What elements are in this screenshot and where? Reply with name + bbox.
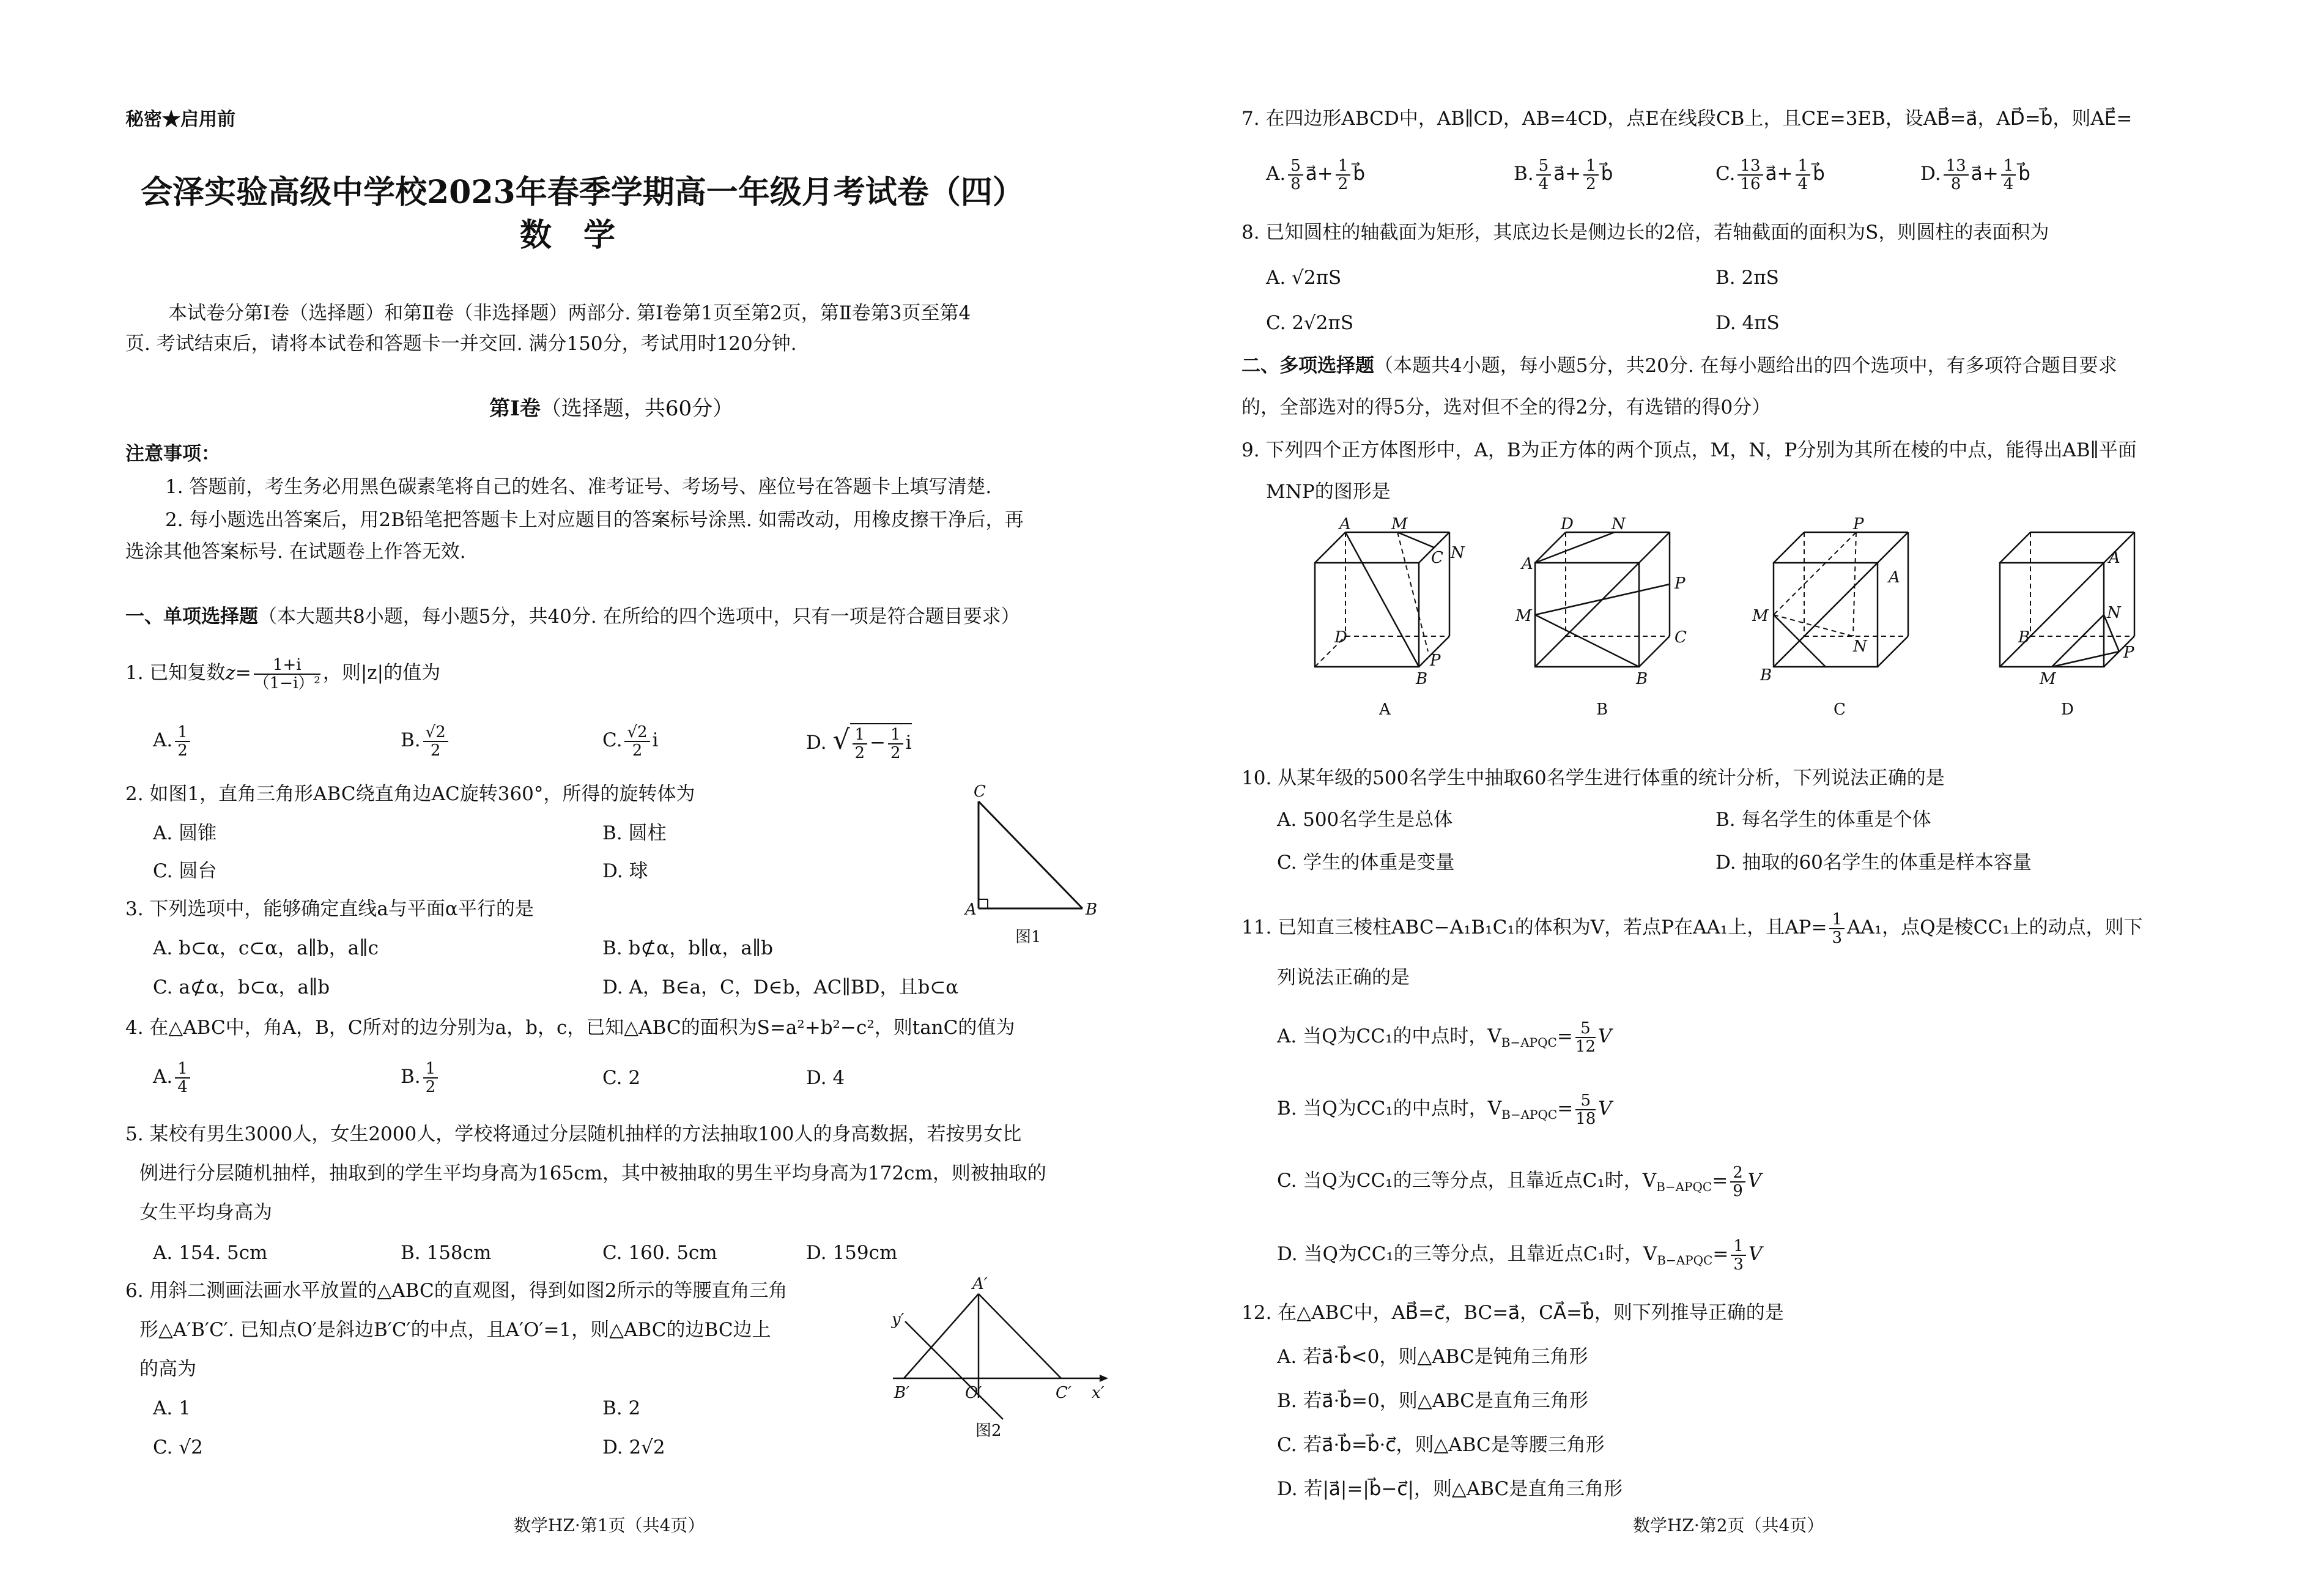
q4-option-b: [401, 1058, 440, 1096]
secret-label: 秘密★启用前: [125, 109, 235, 130]
q11-a-den: 12: [1575, 1037, 1596, 1056]
q8-option-a: A. √2πS: [1266, 267, 1342, 289]
q7-a-f2-num: 1: [1336, 157, 1351, 176]
q5-line-1: 5. 某校有男生3000人，女生2000人，学校将通过分层随机抽样的方法抽取100人的身高数据，若按男女比: [125, 1123, 1022, 1145]
q7-d-f1-den: 8: [1950, 174, 1961, 193]
q11-l1-tail: AA₁，点Q是棱CC₁上的动点，则下: [1846, 916, 2143, 938]
fig2-side-ac: [979, 1294, 1061, 1378]
subject-title: 数 学: [520, 217, 616, 254]
q11-c-num: 2: [1730, 1164, 1745, 1183]
cube-a-label-m: M: [1391, 515, 1408, 533]
q11-line-2: 列说法正确的是: [1277, 967, 1410, 989]
q7-d-f2-num: 1: [2001, 157, 2016, 176]
q7-d-label: D.: [1920, 163, 1941, 185]
q3-option-a: A. b⊂α，c⊂α，a∥b，a∥c: [153, 937, 379, 959]
q11-d-frac: [1731, 1238, 1746, 1273]
cube-b-label-c: C: [1675, 628, 1687, 647]
figure-2: [881, 1276, 1107, 1441]
q3-option-d: D. A，B∈a，C，D∈b，AC∥BD，且b⊂α: [602, 976, 959, 998]
q11-l1-frac: [1829, 911, 1845, 946]
cube-b-label-n: N: [1612, 515, 1626, 533]
q11-a-v: V: [1597, 1025, 1612, 1047]
q4-a-label: A.: [153, 1066, 173, 1088]
q11-d-sub: B−APQC: [1657, 1253, 1713, 1268]
q8-stem: 8. 已知圆柱的轴截面为矩形，其底边长是侧边长的2倍，若轴截面的面积为S，则圆柱的表面积为: [1242, 221, 2049, 243]
cube-d-label-n: N: [2107, 604, 2121, 622]
q1-d-f1-den: 2: [854, 743, 865, 762]
q10-option-a: A. 500名学生是总体: [1277, 809, 1453, 831]
exam-page-2: [1162, 0, 2324, 1593]
q1-a-label: A.: [153, 729, 173, 751]
fig2-label-b: B′: [894, 1384, 910, 1402]
q7-c-f1: [1737, 157, 1763, 193]
q11-b-text: B. 当Q为CC₁的中点时，V: [1277, 1097, 1502, 1120]
cube-a-label-b: B: [1416, 670, 1428, 688]
section2-title: 二、多项选择题: [1242, 355, 1374, 377]
q1-b-num: √2: [423, 724, 448, 742]
q9-cube-c: [1752, 515, 1914, 722]
fig2-y-axis: [905, 1321, 1003, 1419]
q11-b-v: V: [1598, 1097, 1612, 1120]
q12-option-d: D. 若|a⃗|=|b⃗−c⃗|，则△ABC是直角三角形: [1277, 1478, 1623, 1500]
exam-title: 会泽实验高级中学校2023年春季学期高一年级月考试卷（四）: [141, 174, 1024, 211]
q11-a-sub: B−APQC: [1501, 1035, 1557, 1050]
q1-c-label: C.: [602, 729, 623, 751]
q11-c-den: 9: [1733, 1181, 1743, 1200]
q11-option-a: [1277, 1018, 1612, 1061]
q9-cube-b: [1515, 515, 1687, 722]
cube-d-label-m: M: [2040, 670, 2056, 688]
part1-title: 第Ⅰ卷: [489, 396, 541, 421]
q11-l1-num: 1: [1829, 911, 1845, 929]
fig2-label-o: O′: [965, 1384, 982, 1402]
q1-d-frac1: [853, 726, 868, 762]
q1-d-frac2: [888, 726, 903, 762]
q11-c-frac: [1730, 1164, 1745, 1200]
q11-b-eq: =: [1557, 1097, 1574, 1120]
q1-option-d: [806, 722, 912, 762]
cube-a-label-p: P: [1430, 652, 1441, 670]
q7-a-va: a⃗+: [1305, 163, 1333, 185]
page1-footer: 数学HZ·第1页（共4页）: [514, 1515, 705, 1535]
q4-b-frac: [423, 1060, 439, 1096]
q6-line-1: 6. 用斜二测画法画水平放置的△ABC的直观图，得到如图2所示的等腰直角三角: [125, 1280, 788, 1302]
q4-option-c: C. 2: [602, 1067, 641, 1089]
q7-d-f1-num: 13: [1944, 157, 1969, 176]
cube-d-label-p: P: [2123, 644, 2134, 662]
q11-d-text: D. 当Q为CC₁的三等分点，且靠近点C₁时，V: [1277, 1243, 1657, 1265]
fig2-side-ab: [904, 1294, 979, 1378]
q8-option-b: B. 2πS: [1715, 267, 1779, 289]
q1-d-suffix: i: [905, 732, 912, 754]
cube-b-label-p: P: [1675, 574, 1686, 593]
q7-option-c: [1715, 155, 1825, 193]
cube-a-label-c: C: [1431, 549, 1443, 567]
q7-a-f1: [1288, 157, 1303, 193]
q7-stem: 7. 在四边形ABCD中，AB∥CD，AB=4CD，点E在线段CB上，且CE=3EB，设AB⃗=a⃗，AD⃗=b⃗，则AE⃗=: [1242, 108, 2133, 130]
q11-l1-den: 3: [1832, 928, 1842, 947]
cube-a-front: [1315, 563, 1419, 667]
q10-option-d: D. 抽取的60名学生的体重是样本容量: [1715, 852, 2032, 874]
q1-b-label: B.: [401, 729, 421, 751]
cube-b-label-a: A: [1522, 555, 1533, 573]
q4-b-label: B.: [401, 1066, 421, 1088]
q11-c-sub: B−APQC: [1656, 1179, 1712, 1195]
part1-note: （选择题，共60分）: [540, 396, 734, 421]
notice-title: 注意事项：: [125, 443, 220, 465]
q1-c-suffix: i: [652, 729, 659, 751]
q11-option-d: [1277, 1236, 1762, 1279]
q6-option-b: B. 2: [602, 1397, 641, 1419]
cube-b-label-m: M: [1515, 607, 1532, 625]
q1-d-radicand: [850, 723, 912, 762]
cube-b-label-d: D: [1561, 515, 1574, 533]
q7-d-f2-den: 4: [2003, 174, 2014, 193]
q7-b-f1-den: 4: [1538, 174, 1549, 193]
q11-b-num: 5: [1575, 1092, 1596, 1110]
q10-stem: 10. 从某年级的500名学生中抽取60名学生进行体重的统计分析，下列说法正确的是: [1242, 767, 1945, 789]
q3-stem: 3. 下列选项中，能够确定直线a与平面α平行的是: [125, 898, 534, 920]
notice-1: 1. 答题前，考生务必用黑色碳素笔将自己的姓名、准考证号、考场号、座位号在答题卡上填写清楚.: [165, 476, 992, 498]
q11-a-frac: [1575, 1020, 1596, 1055]
q2-option-d: D. 球: [602, 860, 648, 882]
q1-a-num: 1: [175, 724, 190, 742]
q7-c-f1-den: 16: [1740, 174, 1761, 193]
q1-fraction: [254, 656, 320, 692]
section2-desc2: 的，全部选对的得5分，选对但不全的得2分，有选错的得0分）: [1242, 396, 1771, 418]
q1-stem-tail: ，则|z|的值为: [322, 662, 441, 684]
q5-option-b: B. 158cm: [401, 1242, 492, 1264]
q5-option-a: A. 154. 5cm: [153, 1242, 268, 1264]
q12-stem: 12. 在△ABC中，AB⃗=c⃗，BC=a⃗，CA⃗=b⃗，则下列推导正确的是: [1242, 1302, 1784, 1324]
q11-d-eq: =: [1712, 1243, 1729, 1265]
q7-b-f1: [1536, 157, 1552, 193]
q3-option-c: C. a⊄α，b⊂α，a∥b: [153, 976, 330, 998]
q1-d-f1-num: 1: [853, 726, 868, 745]
section1-desc: （本大题共8小题，每小题5分，共40分. 在所给的四个选项中，只有一项是符合题目要求）: [258, 606, 1020, 628]
q1-c-frac: [624, 724, 649, 759]
q12-option-a: A. 若a⃗·b⃗<0，则△ABC是钝角三角形: [1277, 1346, 1588, 1368]
fig2-label-x: x′: [1092, 1384, 1105, 1402]
q10-option-b: B. 每名学生的体重是个体: [1715, 809, 1931, 831]
q11-c-text: C. 当Q为CC₁的三等分点，且靠近点C₁时，V: [1277, 1170, 1657, 1192]
q11-a-num: 5: [1575, 1020, 1596, 1038]
q7-b-vb: b⃗: [1601, 163, 1613, 185]
q9-cube-d: [1994, 520, 2141, 722]
q11-d-num: 1: [1731, 1238, 1746, 1256]
fig1-side-bc: [979, 801, 1082, 908]
cube-a-label-a: A: [1339, 515, 1351, 533]
q1-b-frac: [423, 724, 448, 759]
q7-a-f1-den: 8: [1290, 174, 1301, 193]
fig1-right-angle-mark: [979, 899, 988, 908]
intro-line-1: 本试卷分第Ⅰ卷（选择题）和第Ⅱ卷（非选择题）两部分. 第Ⅰ卷第1页至第2页，第Ⅱ卷第3页至第4: [168, 302, 971, 324]
cube-a-label-d: D: [1334, 628, 1347, 647]
q4-b-num: 1: [423, 1060, 439, 1079]
cube-a-label-n: N: [1451, 544, 1465, 562]
section1-heading: [125, 604, 1020, 629]
q1-d-sqrt: √: [832, 724, 850, 756]
q7-c-f2: [1796, 157, 1811, 193]
q1-a-frac: [175, 724, 190, 759]
q11-b-frac: [1575, 1092, 1596, 1127]
fig2-x-arrow: [1100, 1375, 1108, 1382]
q1-c-num: √2: [624, 724, 649, 742]
fig1-label-c: C: [974, 782, 986, 801]
section2-desc1: （本题共4小题，每小题5分，共20分. 在每小题给出的四个选项中，有多项符合题目要求: [1374, 355, 2117, 377]
q7-d-vb: b⃗: [2018, 163, 2030, 185]
fig2-caption: 图2: [975, 1422, 1002, 1440]
q1-option-a: [153, 722, 193, 759]
cube-b-caption: B: [1596, 700, 1608, 719]
q5-line-3: 女生平均身高为: [139, 1201, 272, 1224]
q4-stem: 4. 在△ABC中，角A，B，C所对的边分别为a，b，c，已知△ABC的面积为S=a²+b²−c²，则tanC的值为: [125, 1017, 1015, 1039]
q7-c-label: C.: [1715, 163, 1736, 185]
q1-c-den: 2: [632, 741, 643, 760]
q11-d-v: V: [1748, 1243, 1763, 1265]
q9-line-2: MNP的图形是: [1266, 481, 1391, 503]
fig1-label-a: A: [965, 900, 977, 919]
q1-option-b: [401, 722, 451, 759]
q11-line-1: [1242, 909, 2142, 946]
q7-b-label: B.: [1514, 163, 1534, 185]
q5-option-c: C. 160. 5cm: [602, 1242, 717, 1264]
q7-a-label: A.: [1266, 163, 1286, 185]
q4-b-den: 2: [425, 1077, 436, 1096]
page2-footer: 数学HZ·第2页（共4页）: [1633, 1515, 1824, 1535]
q11-l1-text: 11. 已知直三棱柱ABC−A₁B₁C₁的体积为V，若点P在AA₁上，且AP=: [1242, 916, 1827, 938]
q7-a-f2-den: 2: [1338, 174, 1349, 193]
q11-option-b: [1277, 1090, 1612, 1133]
fig2-label-a: A′: [972, 1275, 988, 1293]
q11-a-text: A. 当Q为CC₁的中点时，V: [1277, 1025, 1501, 1047]
q5-line-2: 例进行分层随机抽样，抽取到的学生平均身高为165cm，其中被抽取的男生平均身高为172cm，则被抽取的: [139, 1162, 1046, 1184]
q7-option-a: [1266, 155, 1365, 193]
q6-option-d: D. 2√2: [602, 1436, 665, 1458]
q7-b-f2: [1583, 157, 1599, 193]
q1-d-f2-num: 1: [888, 726, 903, 745]
q1-d-minus: −: [870, 732, 886, 754]
q7-b-f2-den: 2: [1586, 174, 1596, 193]
q1-b-den: 2: [430, 741, 441, 760]
q2-option-b: B. 圆柱: [602, 822, 667, 844]
q1-z: z: [225, 662, 235, 684]
q4-option-a: [153, 1058, 193, 1096]
q4-option-d: D. 4: [806, 1067, 845, 1089]
q6-option-c: C. √2: [153, 1436, 203, 1458]
fig1-label-b: B: [1086, 900, 1098, 919]
q7-a-f2: [1336, 157, 1351, 193]
q7-option-d: [1920, 155, 2030, 193]
cube-a-caption: A: [1379, 700, 1391, 719]
q9-line-1: 9. 下列四个正方体图形中，A，B为正方体的两个顶点，M，N，P分别为其所在棱的中点，能得出AB∥平面: [1242, 439, 2137, 461]
q7-a-f1-num: 5: [1288, 157, 1303, 176]
cube-b-label-b: B: [1636, 670, 1648, 688]
q11-c-v: V: [1747, 1170, 1762, 1192]
fig2-label-c: C′: [1056, 1384, 1071, 1402]
q7-d-f1: [1944, 157, 1969, 193]
cube-d-caption: D: [2061, 700, 2074, 719]
q11-c-eq: =: [1712, 1170, 1728, 1192]
part1-heading: [489, 396, 733, 421]
q1-eq: =: [235, 662, 251, 684]
q7-b-f1-num: 5: [1536, 157, 1552, 176]
q11-b-sub: B−APQC: [1501, 1107, 1558, 1123]
cube-c-label-a: A: [1889, 568, 1900, 587]
cube-c-label-n: N: [1853, 637, 1867, 656]
q1-den: （1−i）²: [253, 674, 320, 693]
q11-a-eq: =: [1556, 1025, 1573, 1047]
cube-d-label-a: A: [2109, 549, 2120, 567]
q7-c-f1-num: 13: [1737, 157, 1763, 176]
q4-a-num: 1: [175, 1060, 190, 1079]
q8-option-d: D. 4πS: [1715, 312, 1780, 334]
q3-option-b: B. b⊄α，b∥α，a∥b: [602, 937, 773, 959]
q1-d-f2-den: 2: [890, 743, 901, 762]
q7-c-f2-den: 4: [1797, 174, 1808, 193]
q7-c-va: a⃗+: [1765, 163, 1793, 185]
section2-heading: [1242, 354, 2117, 378]
q7-c-f2-num: 1: [1796, 157, 1811, 176]
q7-c-vb: b⃗: [1813, 163, 1825, 185]
figure-1: [960, 777, 1113, 960]
notice-2a: 2. 每小题选出答案后，用2B铅笔把答题卡上对应题目的答案标号涂黑. 如需改动，用橡皮擦干净后，再: [165, 509, 1024, 531]
q7-option-b: [1514, 155, 1613, 193]
cube-c-label-b: B: [1760, 666, 1772, 685]
q7-a-vb: b⃗: [1353, 163, 1366, 185]
cube-c-label-m: M: [1752, 607, 1769, 625]
cube-d-label-b: B: [2018, 628, 2030, 647]
q4-a-frac: [175, 1060, 190, 1096]
q1-num: 1+i: [254, 656, 320, 675]
q2-option-c: C. 圆台: [153, 860, 217, 882]
intro-line-2: 页. 考试结束后，请将本试卷和答题卡一并交回. 满分150分，考试用时120分钟.: [125, 333, 797, 355]
cube-c-label-p: P: [1853, 515, 1864, 533]
q1-d-label: D.: [806, 732, 827, 754]
q7-b-f2-num: 1: [1583, 157, 1599, 176]
q10-option-c: C. 学生的体重是变量: [1277, 852, 1455, 874]
q1-stem: [125, 655, 440, 692]
fig1-caption: 图1: [1015, 928, 1042, 946]
q11-b-den: 18: [1575, 1109, 1596, 1128]
q8-option-c: C. 2√2πS: [1266, 312, 1354, 334]
section1-title: 一、单项选择题: [125, 606, 258, 628]
q2-option-a: A. 圆锥: [153, 822, 217, 844]
notice-2b: 选涂其他答案标号. 在试题卷上作答无效.: [125, 541, 466, 563]
q7-b-va: a⃗+: [1553, 163, 1582, 185]
cube-c-caption: C: [1834, 700, 1846, 719]
q11-option-c: [1277, 1162, 1761, 1205]
q5-option-d: D. 159cm: [806, 1242, 898, 1264]
q6-option-a: A. 1: [153, 1397, 191, 1419]
q1-option-c: [602, 722, 659, 759]
q12-option-b: B. 若a⃗·b⃗=0，则△ABC是直角三角形: [1277, 1390, 1589, 1412]
q4-a-den: 4: [177, 1077, 188, 1096]
q9-cube-a: [1309, 515, 1465, 722]
q12-option-c: C. 若a⃗·b⃗=b⃗·c⃗，则△ABC是等腰三角形: [1277, 1434, 1605, 1456]
q1-a-den: 2: [177, 741, 188, 760]
q1-stem-text: 1. 已知复数: [125, 662, 226, 684]
q7-d-va: a⃗+: [1971, 163, 1999, 185]
q2-stem: 2. 如图1，直角三角形ABC绕直角边AC旋转360°，所得的旋转体为: [125, 783, 695, 805]
fig2-label-y: y′: [892, 1310, 905, 1329]
q7-d-f2: [2001, 157, 2016, 193]
q6-line-2: 形△A′B′C′. 已知点O′是斜边B′C′的中点，且A′O′=1，则△ABC的边BC边上: [139, 1319, 771, 1341]
q11-d-den: 3: [1733, 1255, 1744, 1274]
q6-line-3: 的高为: [139, 1358, 196, 1380]
